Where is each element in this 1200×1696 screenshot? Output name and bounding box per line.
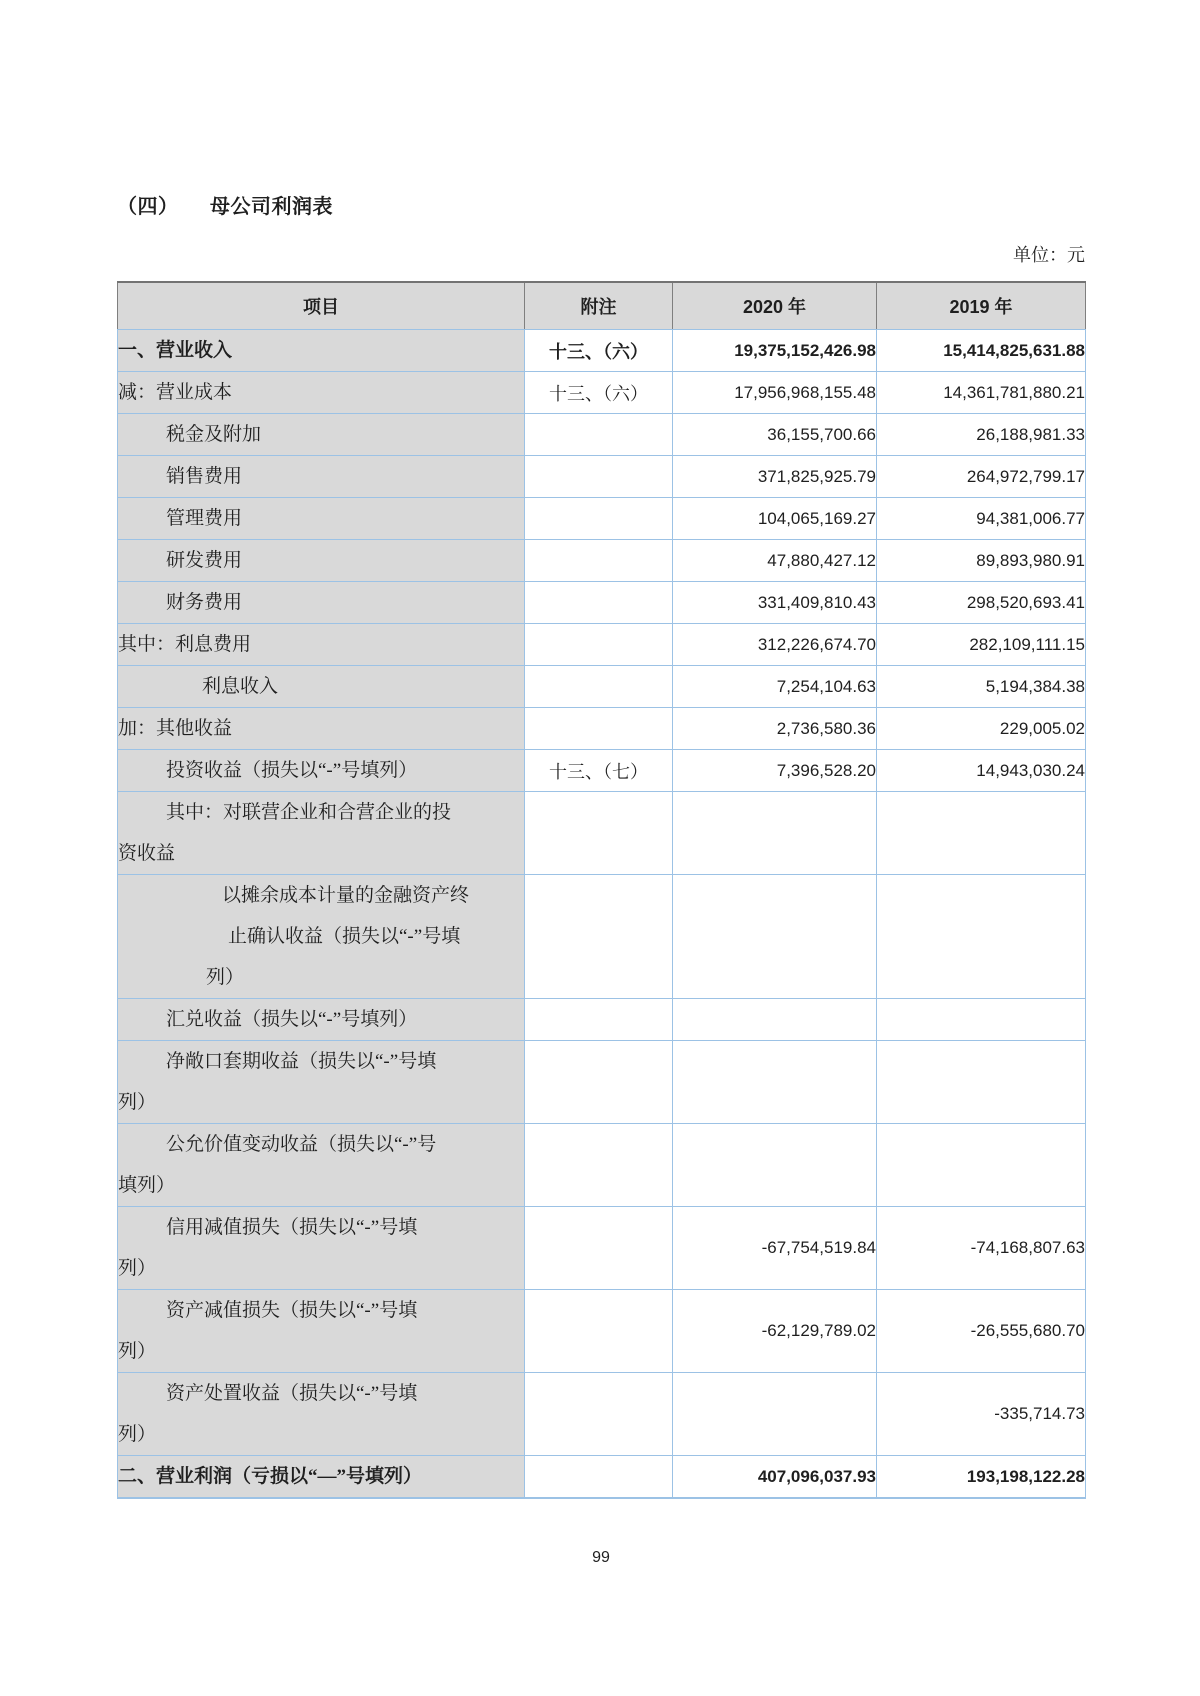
row-label <box>118 708 525 750</box>
row-label <box>118 624 525 666</box>
table-row <box>118 456 1086 498</box>
row-label-line: 销售费用 <box>166 466 243 487</box>
table-header-row <box>118 282 1086 330</box>
row-label <box>118 1373 525 1456</box>
row-label-line: 公允价值变动收益（损失以“-”号 <box>166 1134 437 1155</box>
value-2020-cell: 17,956,968,155.48 <box>673 372 877 414</box>
row-label <box>118 456 525 498</box>
income-statement-table <box>117 281 1086 1499</box>
note-cell <box>525 582 673 624</box>
table-row <box>118 875 1086 999</box>
value-2019-cell: -335,714.73 <box>877 1373 1086 1456</box>
note-cell <box>525 1456 673 1499</box>
note-cell: 十三、（六） <box>525 372 673 414</box>
note-cell <box>525 540 673 582</box>
row-label-line: 以摊余成本计量的金融资产终 <box>222 885 470 906</box>
header-item: 项目 <box>118 282 525 330</box>
row-label-line: 资收益 <box>118 843 176 864</box>
table-row <box>118 999 1086 1041</box>
note-cell <box>525 1041 673 1124</box>
row-label <box>118 1124 525 1207</box>
value-2020-cell: 19,375,152,426.98 <box>673 330 877 372</box>
value-2019-cell: 298,520,693.41 <box>877 582 1086 624</box>
page-number: 99 <box>592 1549 610 1566</box>
value-2020-cell: 104,065,169.27 <box>673 498 877 540</box>
value-2019-cell: 5,194,384.38 <box>877 666 1086 708</box>
value-2020-cell: 2,736,580.36 <box>673 708 877 750</box>
value-2019-cell: -26,555,680.70 <box>877 1290 1086 1373</box>
note-cell <box>525 666 673 708</box>
section-title <box>117 0 1085 219</box>
note-cell <box>525 708 673 750</box>
row-label-line: 资产减值损失（损失以“-”号填 <box>166 1300 418 1321</box>
value-2019-cell: 15,414,825,631.88 <box>877 330 1086 372</box>
row-label-line: 利息收入 <box>202 676 279 697</box>
row-label-line: 二、营业利润（亏损以“—”号填列） <box>118 1466 423 1487</box>
table-row <box>118 1456 1086 1499</box>
value-2020-cell: -62,129,789.02 <box>673 1290 877 1373</box>
row-label <box>118 1207 525 1290</box>
value-2020-cell <box>673 792 877 875</box>
value-2019-cell <box>877 792 1086 875</box>
note-cell <box>525 1207 673 1290</box>
value-2019-cell: 229,005.02 <box>877 708 1086 750</box>
value-2020-cell: 7,396,528.20 <box>673 750 877 792</box>
value-2020-cell <box>673 1373 877 1456</box>
table-row <box>118 792 1086 875</box>
row-label-line: 列） <box>206 967 245 988</box>
table-row <box>118 498 1086 540</box>
note-cell <box>525 1373 673 1456</box>
value-2020-cell: 47,880,427.12 <box>673 540 877 582</box>
table-row <box>118 414 1086 456</box>
table-row <box>118 540 1086 582</box>
value-2019-cell <box>877 999 1086 1041</box>
row-label <box>118 1456 525 1499</box>
header-year-2019: 2019 年 <box>877 282 1086 330</box>
value-2020-cell: 312,226,674.70 <box>673 624 877 666</box>
value-2020-cell <box>673 999 877 1041</box>
unit-label: 单位：元 <box>1013 245 1085 265</box>
row-label-line: 税金及附加 <box>166 424 262 445</box>
row-label <box>118 414 525 456</box>
row-label <box>118 582 525 624</box>
note-cell <box>525 792 673 875</box>
row-label <box>118 666 525 708</box>
value-2020-cell: 7,254,104.63 <box>673 666 877 708</box>
note-cell: 十三、（七） <box>525 750 673 792</box>
note-cell <box>525 456 673 498</box>
row-label-line: 列） <box>118 1092 157 1113</box>
note-cell <box>525 999 673 1041</box>
note-cell: 十三、（六） <box>525 330 673 372</box>
note-cell <box>525 1290 673 1373</box>
table-row <box>118 624 1086 666</box>
row-label-line: 止确认收益（损失以“-”号填 <box>228 926 461 947</box>
header-note: 附注 <box>525 282 673 330</box>
row-label <box>118 540 525 582</box>
table-row <box>118 750 1086 792</box>
value-2020-cell: 371,825,925.79 <box>673 456 877 498</box>
row-label <box>118 999 525 1041</box>
row-label-line: 列） <box>118 1424 157 1445</box>
value-2020-cell <box>673 875 877 999</box>
value-2019-cell: -74,168,807.63 <box>877 1207 1086 1290</box>
value-2019-cell: 264,972,799.17 <box>877 456 1086 498</box>
value-2019-cell: 193,198,122.28 <box>877 1456 1086 1499</box>
value-2019-cell: 14,943,030.24 <box>877 750 1086 792</box>
value-2019-cell: 282,109,111.15 <box>877 624 1086 666</box>
note-cell <box>525 498 673 540</box>
row-label-line: 列） <box>118 1258 157 1279</box>
note-cell <box>525 414 673 456</box>
row-label-line: 净敞口套期收益（损失以“-”号填 <box>166 1051 437 1072</box>
value-2019-cell <box>877 875 1086 999</box>
value-2020-cell: -67,754,519.84 <box>673 1207 877 1290</box>
row-label <box>118 372 525 414</box>
table-row <box>118 582 1086 624</box>
row-label-line: 减：营业成本 <box>118 382 233 403</box>
row-label-line: 研发费用 <box>166 550 243 571</box>
value-2019-cell <box>877 1041 1086 1124</box>
row-label-line: 管理费用 <box>166 508 243 529</box>
value-2020-cell <box>673 1124 877 1207</box>
row-label <box>118 1041 525 1124</box>
table-row <box>118 1290 1086 1373</box>
row-label <box>118 498 525 540</box>
row-label <box>118 750 525 792</box>
row-label-line: 填列） <box>118 1175 176 1196</box>
value-2019-cell: 89,893,980.91 <box>877 540 1086 582</box>
value-2019-cell <box>877 1124 1086 1207</box>
row-label-line: 信用减值损失（损失以“-”号填 <box>166 1217 418 1238</box>
value-2020-cell <box>673 1041 877 1124</box>
row-label <box>118 330 525 372</box>
table-row <box>118 1041 1086 1124</box>
value-2019-cell: 26,188,981.33 <box>877 414 1086 456</box>
row-label-line: 加：其他收益 <box>118 718 233 739</box>
row-label-line: 一、营业收入 <box>118 340 233 361</box>
row-label-line: 资产处置收益（损失以“-”号填 <box>166 1383 418 1404</box>
table-body <box>118 330 1086 1499</box>
section-title-text: 母公司利润表 <box>210 196 333 218</box>
note-cell <box>525 875 673 999</box>
row-label-line: 其中：对联营企业和合营企业的投 <box>166 802 452 823</box>
note-cell <box>525 624 673 666</box>
row-label-line: 投资收益（损失以“-”号填列） <box>166 760 418 781</box>
table-row <box>118 372 1086 414</box>
table-row <box>118 1207 1086 1290</box>
table-row <box>118 1124 1086 1207</box>
section-number: （四） <box>117 196 179 218</box>
table-row <box>118 666 1086 708</box>
value-2020-cell: 331,409,810.43 <box>673 582 877 624</box>
table-row <box>118 330 1086 372</box>
value-2019-cell: 14,361,781,880.21 <box>877 372 1086 414</box>
header-year-2020: 2020 年 <box>673 282 877 330</box>
note-cell <box>525 1124 673 1207</box>
row-label <box>118 875 525 999</box>
table-row <box>118 708 1086 750</box>
row-label-line: 其中：利息费用 <box>118 634 252 655</box>
row-label-line: 列） <box>118 1341 157 1362</box>
value-2020-cell: 36,155,700.66 <box>673 414 877 456</box>
row-label <box>118 1290 525 1373</box>
table-row <box>118 1373 1086 1456</box>
page-content <box>117 0 1085 1567</box>
row-label-line: 财务费用 <box>166 592 243 613</box>
row-label <box>118 792 525 875</box>
value-2019-cell: 94,381,006.77 <box>877 498 1086 540</box>
row-label-line: 汇兑收益（损失以“-”号填列） <box>166 1009 418 1030</box>
value-2020-cell: 407,096,037.93 <box>673 1456 877 1499</box>
